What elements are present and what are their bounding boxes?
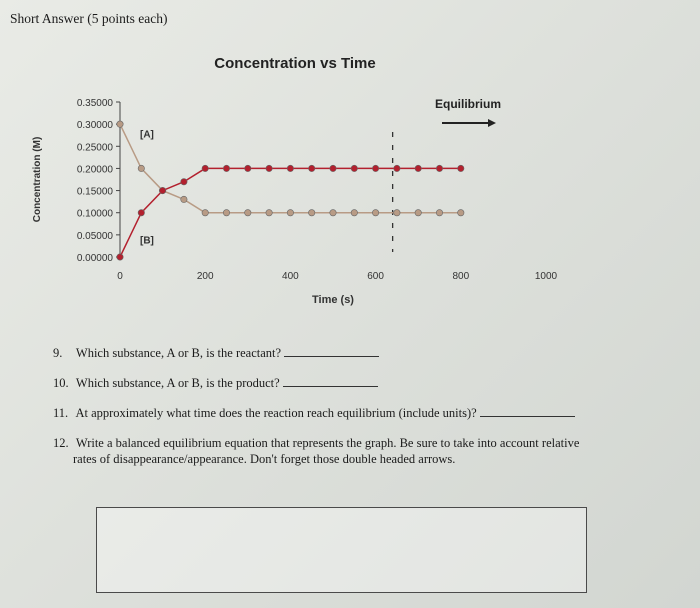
x-tick-label: 200 <box>196 271 214 282</box>
data-point-a <box>181 196 187 202</box>
answer-box[interactable] <box>96 507 587 593</box>
data-point-a <box>436 210 442 216</box>
answer-blank[interactable] <box>283 376 378 387</box>
data-point-b <box>309 165 315 171</box>
data-point-a <box>266 210 272 216</box>
data-point-a <box>372 210 378 216</box>
question-number: 10. <box>53 376 69 390</box>
question-number: 11. <box>53 406 69 420</box>
y-tick-label: 0.20000 <box>76 164 113 176</box>
data-point-b <box>159 187 165 193</box>
series-label-b: [B] <box>140 235 154 247</box>
x-tick-label: 800 <box>452 271 470 282</box>
data-point-b <box>436 165 442 171</box>
y-tick-label: 0.05000 <box>76 230 113 242</box>
x-tick-label: 400 <box>282 271 299 282</box>
data-point-a <box>394 210 400 216</box>
data-point-a <box>351 210 357 216</box>
data-point-b <box>458 165 464 171</box>
data-point-a <box>415 210 421 216</box>
data-point-a <box>117 121 123 127</box>
chart-title: Concentration vs Time <box>214 55 376 72</box>
answer-blank[interactable] <box>284 346 379 357</box>
data-point-a <box>245 210 251 216</box>
data-point-b <box>330 165 336 171</box>
question-number: 9. <box>53 346 63 360</box>
question-11 <box>53 405 575 421</box>
data-point-a <box>202 210 208 216</box>
data-point-b <box>138 210 144 216</box>
question-text-continued: rates of disappearance/appearance. Don't forget those double headed arrows. <box>73 452 456 466</box>
question-12 <box>53 435 698 467</box>
y-tick-label: 0.10000 <box>76 208 113 220</box>
x-axis-label: Time (s) <box>312 294 354 306</box>
data-point-b <box>287 165 293 171</box>
equilibrium-label: Equilibrium <box>435 97 501 111</box>
x-tick-label: 1000 <box>534 271 558 282</box>
series-label-a: [A] <box>140 129 154 141</box>
question-10 <box>53 375 378 391</box>
chart-container <box>0 40 700 330</box>
y-tick-label: 0.00000 <box>76 253 113 264</box>
question-text: Which substance, A or B, is the reactant? <box>75 346 282 360</box>
data-point-b <box>351 165 357 171</box>
data-point-a <box>330 210 336 216</box>
y-tick-label: 0.30000 <box>76 120 113 132</box>
y-tick-label: 0.15000 <box>76 186 113 198</box>
data-point-b <box>415 165 421 171</box>
answer-blank[interactable] <box>480 406 575 417</box>
x-tick-label: 600 <box>367 271 384 282</box>
data-point-b <box>202 165 208 171</box>
data-point-a <box>287 210 293 216</box>
section-header: Short Answer (5 points each) <box>10 11 168 26</box>
data-point-b <box>245 165 251 171</box>
question-text: At approximately what time does the reaction reach equilibrium (include units)? <box>75 406 477 420</box>
y-tick-label: 0.25000 <box>76 142 113 154</box>
data-point-b <box>372 165 378 171</box>
data-point-b <box>117 254 123 260</box>
data-point-b <box>181 179 187 185</box>
data-point-a <box>458 210 464 216</box>
data-point-b <box>266 165 272 171</box>
concentration-chart <box>0 40 700 330</box>
y-tick-label: 0.35000 <box>76 98 113 109</box>
question-9 <box>53 345 379 361</box>
question-number: 12. <box>53 436 69 450</box>
data-point-b <box>223 165 229 171</box>
data-point-b <box>394 165 400 171</box>
data-point-a <box>223 210 229 216</box>
data-point-a <box>309 210 315 216</box>
x-tick-label: 0 <box>117 271 123 282</box>
question-text: Which substance, A or B, is the product? <box>75 376 280 390</box>
y-axis-label: Concentration (M) <box>32 136 43 223</box>
equilibrium-arrow-head <box>488 119 496 127</box>
data-point-a <box>138 165 144 171</box>
question-text: Write a balanced equilibrium equation that represents the graph. Be sure to take into account relative <box>75 436 580 450</box>
